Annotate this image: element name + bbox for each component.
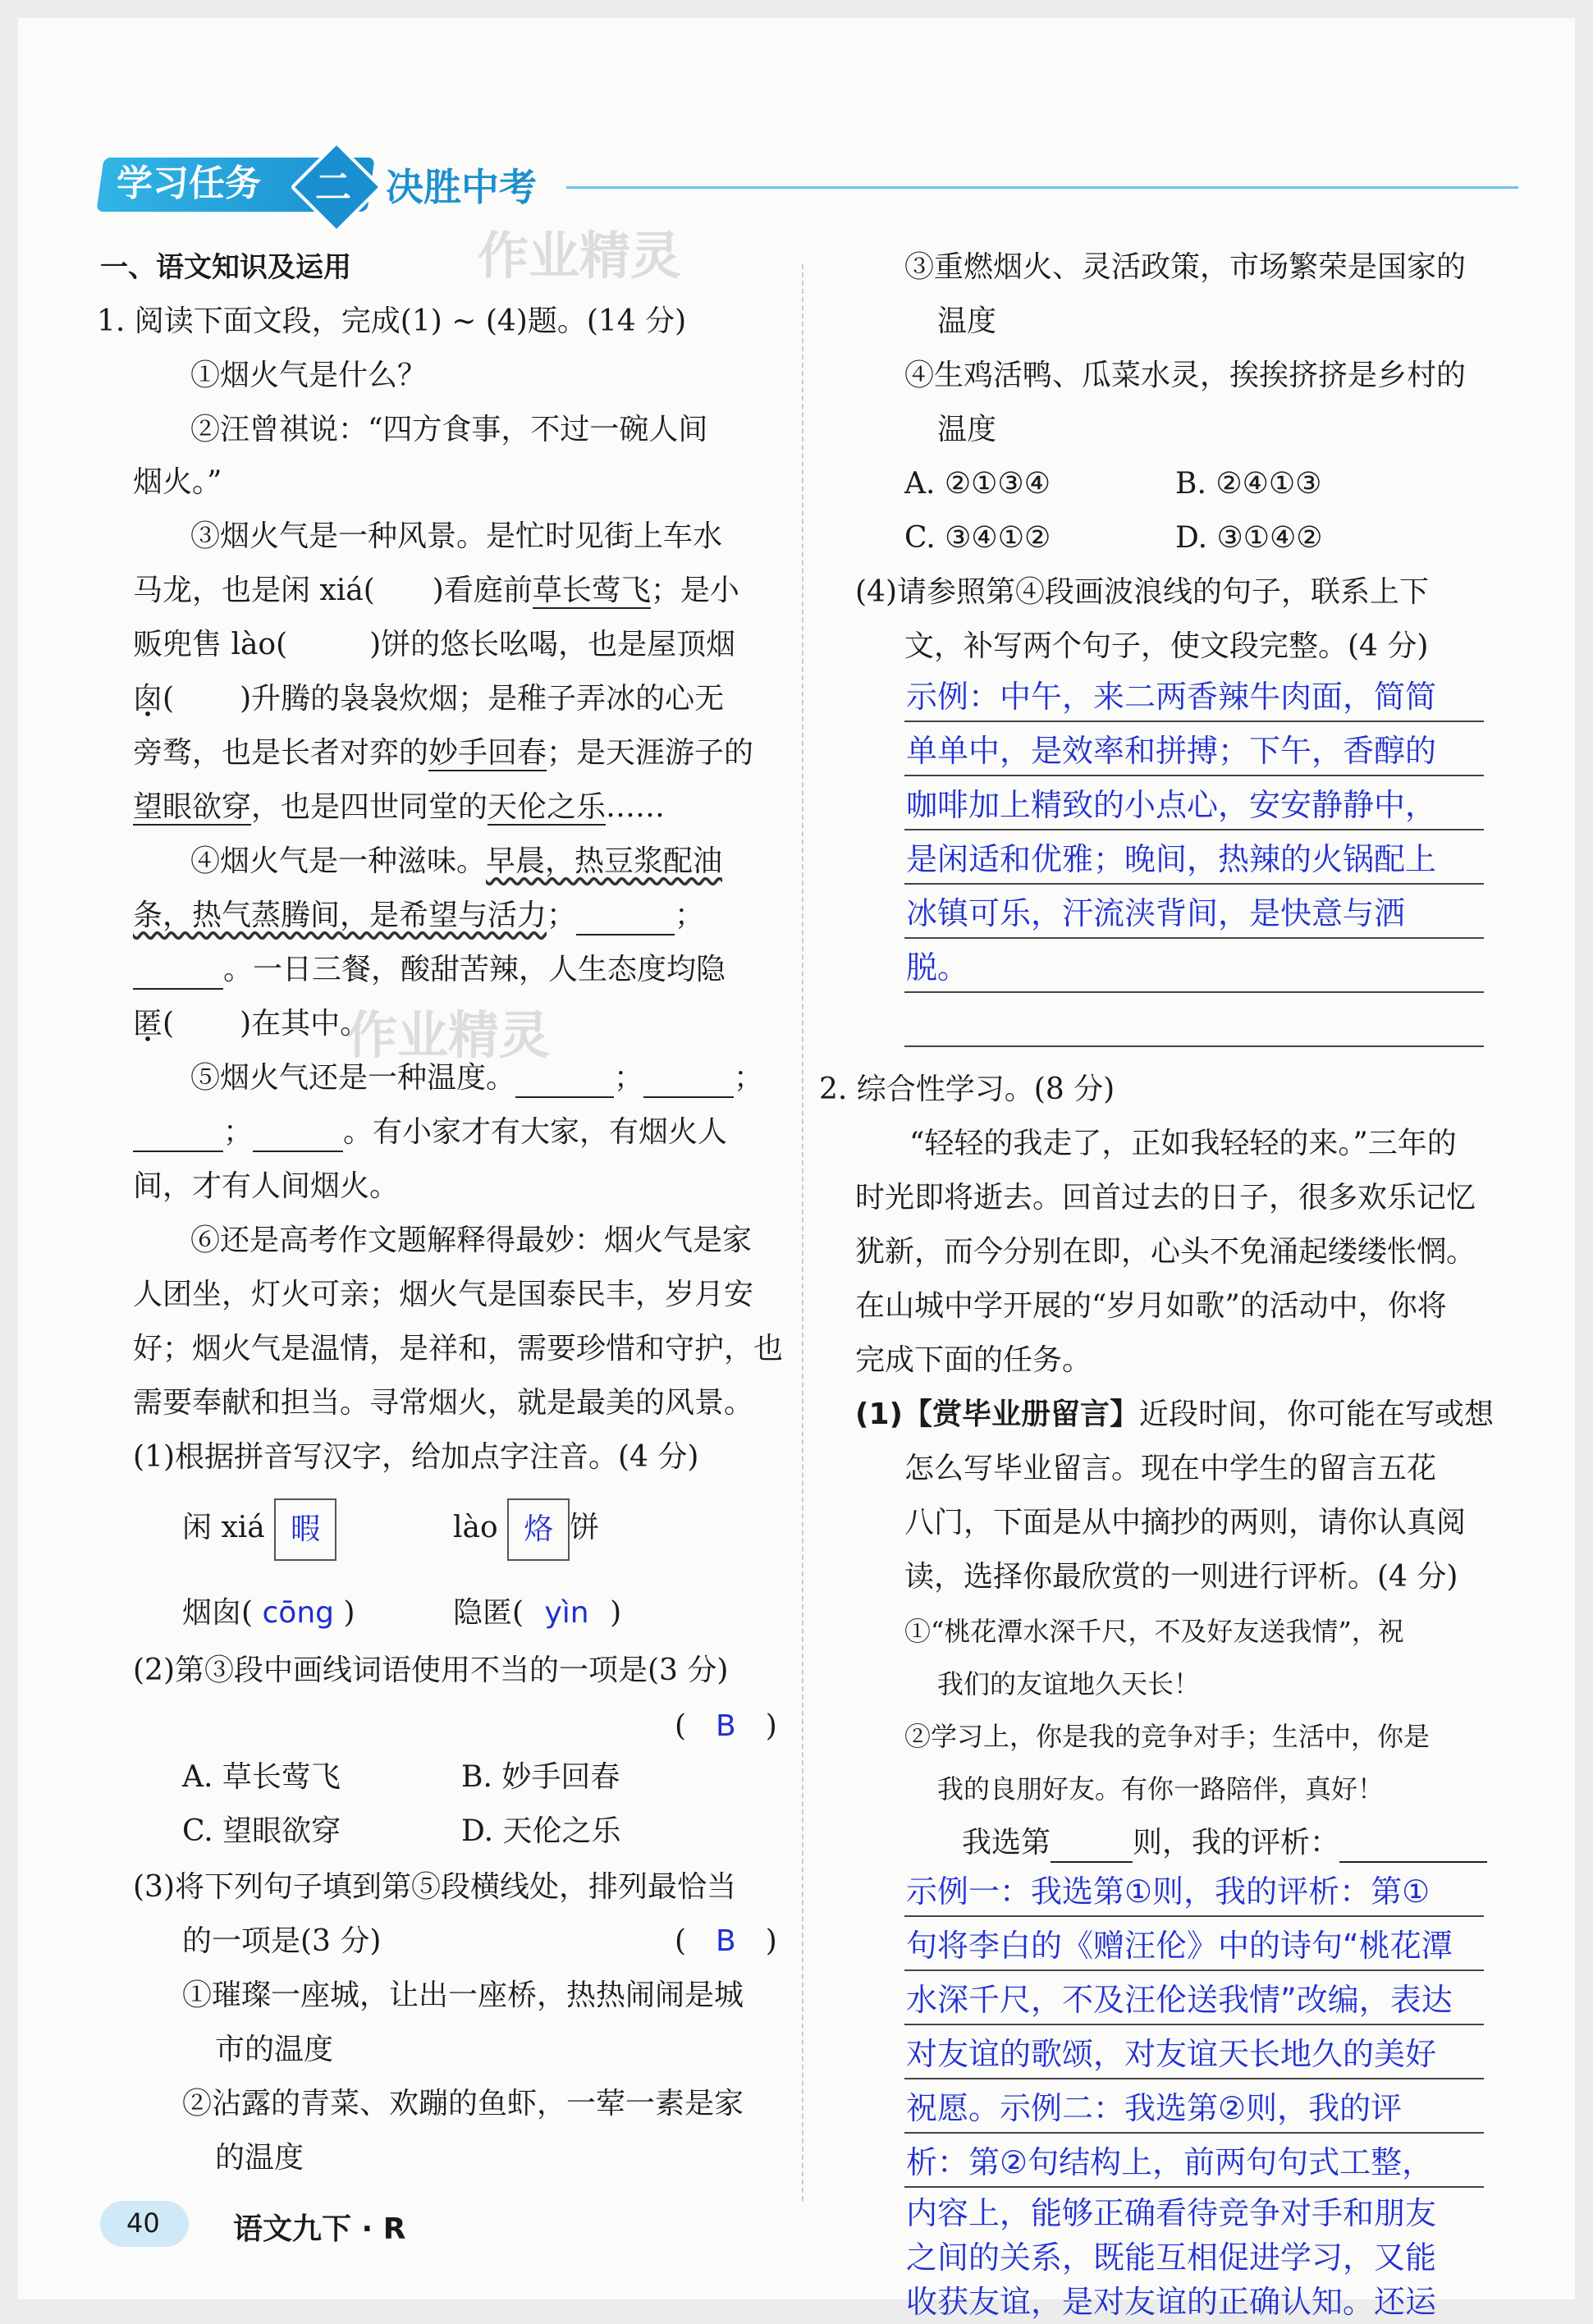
text: ④烟火气是一种滋味。 [190,844,487,878]
dotted-char: 囱 [133,682,163,716]
pinyin-label: lào [453,1511,498,1544]
task-1 [855,1395,1494,1434]
pinyin-row-1b [453,1495,599,1561]
option-c: C. ③④①② [904,521,1051,555]
answer-pinyin: cōng [262,1596,334,1630]
answer-line: 析：第②句结构上，前两句句式工整， [906,2144,1434,2180]
choice-answer: B [716,1924,736,1958]
answer-pinyin: yìn [544,1596,589,1630]
pinyin-row-2 [182,1594,355,1633]
option-a: A. ②①③④ [904,467,1051,501]
text: )饼的悠长吆喝，也是屋顶烟 [369,628,736,661]
fill-blank[interactable] [133,962,223,990]
answer-box[interactable]: 烙 [507,1498,570,1561]
text: 。有小家才有大家，有烟火人 [343,1115,728,1149]
underlined-idiom: 妙手回春 [428,736,547,770]
task-number: 二 [315,167,351,208]
answer-rule [904,883,1484,885]
answer-rule [904,937,1484,939]
answer-paren: ( B ) [675,1924,777,1958]
answer-line: 水深千尺，不及汪伦送我情”改编，表达 [906,1982,1453,2018]
paragraph-4-line3 [133,950,726,990]
paragraph-3-line2 [133,571,739,611]
option-c: C. 望眼欲穿 [182,1814,341,1848]
text: ；是小 [650,574,739,607]
answer-rule [904,1969,1484,1971]
paragraph-4-line2: 条，热气蒸腾间，是希望与活力； ； [133,896,704,936]
message-1: ①“桃花潭水深千尺，不及好友送我情”，祝 [904,1616,1404,1647]
text: 则，我的评析： [1133,1826,1340,1860]
message-2-cont: 我的良朋好友。有你一路陪伴，真好！ [937,1773,1385,1805]
pinyin-row-2b [453,1594,621,1633]
sub-question-4: (4)请参照第④段画波浪线的句子，联系上下 [855,575,1429,609]
text: )在其中。 [240,1007,370,1041]
text: …… [606,790,666,824]
text: 贩兜售 lào( [133,628,288,661]
text: ) [610,1596,622,1630]
text: 我选第 [962,1826,1051,1860]
option-b: B. ②④①③ [1175,467,1322,501]
intro-line: 在山城中学开展的“岁月如歌”的活动中，你将 [855,1289,1447,1323]
page-number: 40 [126,2207,160,2239]
text: )升腾的袅袅炊烟；是稚子弄冰的心无 [240,682,725,716]
paragraph-1: ①烟火气是什么？ [190,359,428,392]
paragraph-3-line3 [133,625,735,665]
paragraph-6-line2: 人团坐，灯火可亲；烟火气是国泰民丰，岁月安 [133,1278,754,1311]
answer-rule [904,829,1484,830]
sub-question-1: (1)根据拼音写汉字，给加点字注音。(4 分) [133,1440,699,1474]
answer-rule [904,2132,1484,2134]
answer-paren: ( B ) [675,1709,777,1743]
wavy-sentence: 早晨，热豆浆配油 [486,844,723,878]
paragraph-3-line6 [133,788,665,827]
wavy-sentence: 条，热气蒸腾间，是希望与活力 [133,899,547,932]
text: ； [547,899,577,932]
text: ( [163,682,175,716]
answer-line: 内容上，能够正确看待竞争对手和朋友 [906,2195,1437,2231]
text: 旁骛，也是长者对弈的 [133,736,429,770]
answer-line: 句将李白的《赠汪伦》中的诗句“桃花潭 [906,1928,1453,1964]
answer-rule [904,2024,1484,2025]
choose-line [962,1823,1487,1863]
paragraph-4 [190,842,722,881]
section-title: 决胜中考 [386,165,537,209]
watermark: 作业精灵 [478,226,682,286]
sentence-option-2-cont: 的温度 [215,2141,304,2175]
text: 隐匿( [453,1596,524,1630]
paragraph-6-line3: 好；烟火气是温情，是祥和，需要珍惜和守护，也 [133,1332,784,1366]
task-1-tag: (1)【赏毕业册留言】 [855,1398,1139,1431]
intro-line: “轻轻的我走了，正如我轻轻的来。”三年的 [909,1127,1457,1160]
answer-line: 之间的关系，既能互相促进学习，又能 [906,2239,1437,2276]
fill-blank[interactable] [253,1124,343,1152]
paragraph-2-cont: 烟火。” [133,465,222,499]
fill-blank[interactable] [576,908,675,936]
paragraph-3-line5 [133,734,753,773]
answer-line: 祝愿。示例二：我选第②则，我的评 [906,2090,1403,2126]
fill-blank[interactable] [515,1070,614,1098]
sub-question-4-cont: 文，补写两个句子，使文段完整。(4 分) [904,629,1429,663]
intro-line: 犹新，而今分别在即，心头不免涌起缕缕怅惘。 [855,1235,1476,1269]
sentence-option-1-cont: 市的温度 [215,2033,334,2066]
choice-answer: B [716,1709,736,1743]
sentence-option-1: ①璀璨一座城，让出一座桥，热热闹闹是城 [182,1979,744,2012]
sentence-option-3: ③重燃烟火、灵活政策，市场繁荣是国家的 [904,250,1467,284]
text: ( [163,1007,175,1041]
answer-line: 收获友谊，是对友谊的正确认知。还运 [906,2284,1437,2320]
underlined-idiom: 望眼欲穿 [133,790,252,824]
task-label: 学习任务 [117,162,261,204]
paragraph-5: ⑤烟火气还是一种温度。 ； ； [190,1059,763,1098]
answer-rule [904,1045,1484,1047]
text: 近段时间，你可能在写或想 [1138,1398,1494,1431]
answer-line: 示例：中午，来二两香辣牛肉面，简简 [906,679,1437,715]
intro-line: 时光即将逝去。回首过去的日子，很多欢乐记忆 [855,1181,1476,1215]
text: 。一日三餐，酸甜苦辣，人生态度均隐 [223,953,726,986]
paragraph-3-line4 [133,679,724,719]
fill-blank[interactable] [133,1124,223,1152]
book-title: 语文九下 · R [233,2212,406,2246]
question-1-stem: 1. 阅读下面文段，完成(1) ~ (4)题。(14 分) [97,304,687,338]
paragraph-6: ⑥还是高考作文题解释得最妙：烟火气是家 [190,1224,753,1257]
task-1-line3: 八门，下面是从中摘抄的两则，请你认真阅 [904,1506,1467,1539]
sentence-option-3-cont: 温度 [937,304,997,338]
answer-rule [904,1915,1484,1917]
answer-rule [904,2078,1484,2079]
answer-line: 脱。 [906,949,969,986]
text: 烟囱( [182,1596,254,1630]
option-d: D. ③①④② [1175,521,1323,555]
answer-line: 对友谊的歌颂，对友谊天长地久的美好 [906,2036,1437,2072]
fill-blank[interactable] [1339,1835,1487,1863]
paragraph-6-line4: 需要奉献和担当。寻常烟火，就是最美的风景。 [133,1386,754,1420]
answer-rule [904,2186,1484,2188]
answer-rule [904,775,1484,776]
pinyin-label: 闲 xiá [182,1511,265,1544]
underlined-idiom: 天伦之乐 [488,790,607,824]
paragraph-2: ②汪曾祺说：“四方食事，不过一碗人间 [190,413,708,446]
paragraph-3: ③烟火气是一种风景。是忙时见街上车水 [190,519,723,553]
page [18,18,1575,2320]
sentence-option-4: ④生鸡活鸭、瓜菜水灵，挨挨挤挤是乡村的 [904,359,1467,392]
sentence-option-4-cont: 温度 [937,413,997,446]
answer-rule [904,721,1484,722]
text: ⑤烟火气还是一种温度。 [190,1061,516,1095]
message-2: ②学习上，你是我的竞争对手；生活中，你是 [904,1721,1430,1752]
fill-blank[interactable] [643,1070,734,1098]
option-a: A. 草长莺飞 [182,1760,341,1794]
answer-rule [904,991,1484,993]
answer-line: 咖啡加上精致的小点心，安安静静中， [906,787,1437,823]
paragraph-5-line3: 间，才有人间烟火。 [133,1169,400,1203]
option-d: D. 天伦之乐 [461,1814,621,1848]
paragraph-5-line2: ； 。有小家才有大家，有烟火人 [133,1113,727,1152]
dotted-char: 匿 [133,1007,163,1041]
text: )看庭前 [432,574,533,607]
underlined-idiom: 草长莺飞 [532,574,651,607]
sub-question-3-cont: 的一项是(3 分) [182,1924,382,1958]
sub-question-2: (2)第③段中画线词语使用不当的一项是(3 分) [133,1654,729,1687]
header-rule [566,186,1518,189]
fill-blank[interactable] [1051,1835,1133,1863]
text: ，也是四世同堂的 [251,790,488,824]
task-1-line2: 怎么写毕业留言。现在中学生的留言五花 [904,1452,1437,1485]
text: 马龙，也是闲 xiá( [133,574,375,607]
answer-line: 是闲适和优雅；晚间，热辣的火锅配上 [906,841,1437,877]
question-2-stem: 2. 综合性学习。(8 分) [819,1073,1115,1106]
text: ；是天涯游子的 [547,736,754,770]
task-1-line4: 读，选择你最欣赏的一则进行评析。(4 分) [904,1560,1458,1594]
answer-line: 示例一：我选第①则，我的评析：第① [906,1873,1430,1910]
answer-line: 冰镇可乐，汗流浃背间，是快意与洒 [906,895,1406,931]
paragraph-4-line4 [133,1004,369,1044]
sentence-option-2: ②沾露的青菜、欢蹦的鱼虾，一荤一素是家 [182,2087,744,2120]
answer-line: 单单中，是效率和拼搏；下午，香醇的 [906,733,1437,769]
answer-box[interactable]: 暇 [274,1498,336,1561]
intro-line: 完成下面的任务。 [855,1343,1092,1377]
message-1-cont: 我们的友谊地久天长！ [937,1668,1201,1700]
pinyin-suffix: 饼 [570,1511,600,1544]
pinyin-row-1 [182,1495,336,1561]
option-b: B. 妙手回春 [461,1760,620,1794]
watermark: 作业精灵 [346,1005,551,1065]
sub-question-3: (3)将下列句子填到第⑤段横线处，排列最恰当 [133,1870,736,1904]
section-heading: 一、语文知识及运用 [100,251,351,284]
text: ) [343,1596,355,1630]
column-separator [802,264,803,2201]
